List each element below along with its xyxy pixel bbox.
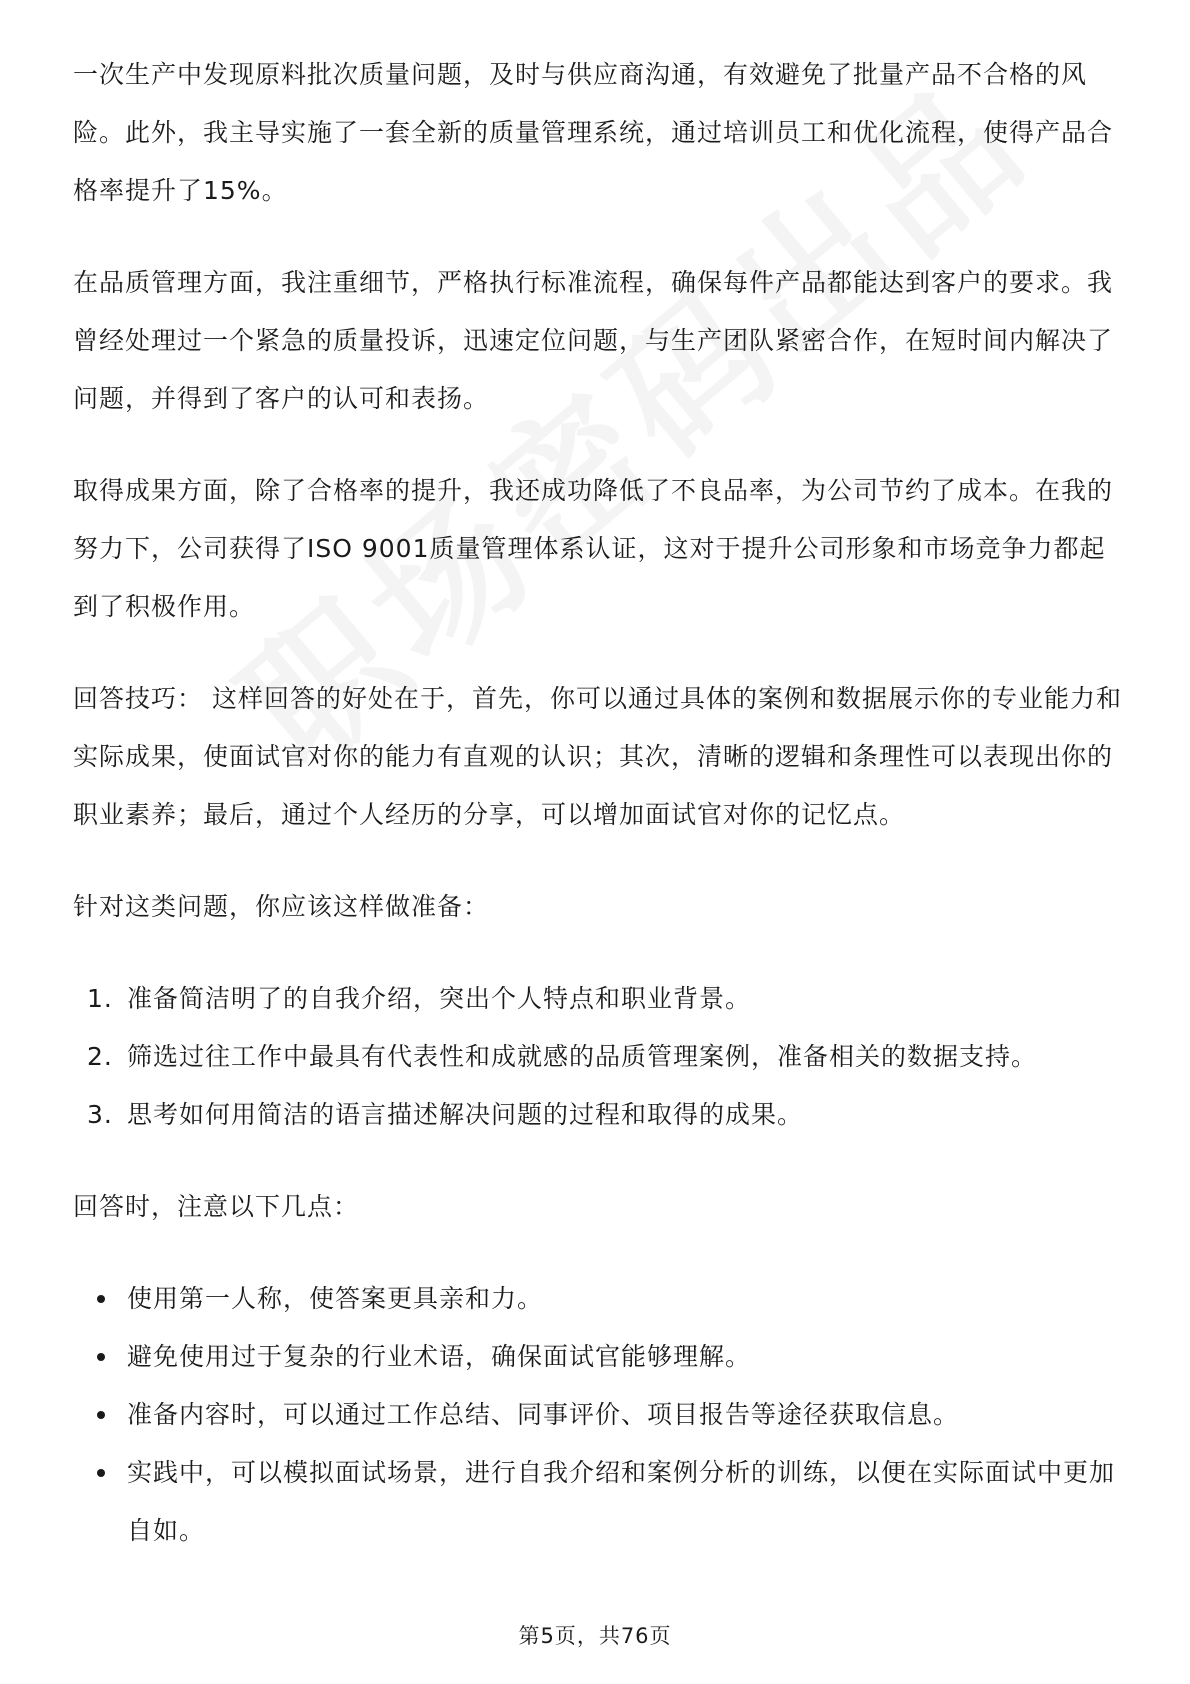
- list-number: 2.: [87, 1042, 113, 1071]
- list-item: [73, 1086, 1123, 1144]
- bullet-icon: [97, 1353, 105, 1361]
- page-number-footer: 第5页，共76页: [518, 1624, 672, 1648]
- paragraph-quality-management: 在品质管理方面，我注重细节，严格执行标准流程，确保每件产品都能达到客户的要求。我曾经处理过一个紧急的质量投诉，迅速定位问题，与生产团队紧密合作，在短时间内解决了问题，并得到了客户的认可和表扬。: [73, 268, 1114, 413]
- list-item-text: 筛选过往工作中最具有代表性和成就感的品质管理案例，准备相关的数据支持。: [127, 1042, 1038, 1071]
- list-item-text: 思考如何用简洁的语言描述解决问题的过程和取得的成果。: [127, 1100, 804, 1129]
- list-item-text: 准备内容时，可以通过工作总结、同事评价、项目报告等途径获取信息。: [127, 1400, 960, 1429]
- bullet-icon: [97, 1411, 105, 1419]
- bullet-icon: [97, 1295, 105, 1303]
- list-item: [73, 1386, 1123, 1444]
- list-item-text: 使用第一人称，使答案更具亲和力。: [127, 1284, 544, 1313]
- bullet-icon: [97, 1469, 105, 1477]
- list-item-text: 准备简洁明了的自我介绍，突出个人特点和职业背景。: [127, 984, 752, 1013]
- list-item-text: 实践中，可以模拟面试场景，进行自我介绍和案例分析的训练，以便在实际面试中更加自如。: [127, 1458, 1116, 1545]
- prep-steps-list: [73, 970, 1123, 1144]
- paragraph-achievements: 取得成果方面，除了合格率的提升，我还成功降低了不良品率，为公司节约了成本。在我的努力下，公司获得了ISO 9001质量管理体系认证，这对于提升公司形象和市场竞争力都起到了积极作用。: [73, 476, 1114, 621]
- list-number: 1.: [87, 984, 113, 1013]
- list-number: 3.: [87, 1100, 113, 1129]
- paragraph-answer-tips: 回答技巧： 这样回答的好处在于，首先，你可以通过具体的案例和数据展示你的专业能力和实际成果，使面试官对你的能力有直观的认识；其次，清晰的逻辑和条理性可以表现出你的职业素养；最后，通过个人经历的分享，可以增加面试官对你的记忆点。: [73, 684, 1122, 829]
- tips-list: [73, 1270, 1123, 1560]
- list-item: [73, 1328, 1123, 1386]
- list-item: [73, 1028, 1123, 1086]
- page-content: [73, 46, 1123, 1594]
- list-item: [73, 1444, 1123, 1560]
- list-item-text: 避免使用过于复杂的行业术语，确保面试官能够理解。: [127, 1342, 752, 1371]
- paragraph-answer-notes: 回答时，注意以下几点：: [73, 1192, 360, 1221]
- list-item: [73, 970, 1123, 1028]
- paragraph-prep-intro: 针对这类问题，你应该这样做准备：: [73, 892, 490, 921]
- list-item: [73, 1270, 1123, 1328]
- paragraph-quality-issue: 一次生产中发现原料批次质量问题，及时与供应商沟通，有效避免了批量产品不合格的风险。此外，我主导实施了一套全新的质量管理系统，通过培训员工和优化流程，使得产品合格率提升了15%。: [73, 60, 1114, 205]
